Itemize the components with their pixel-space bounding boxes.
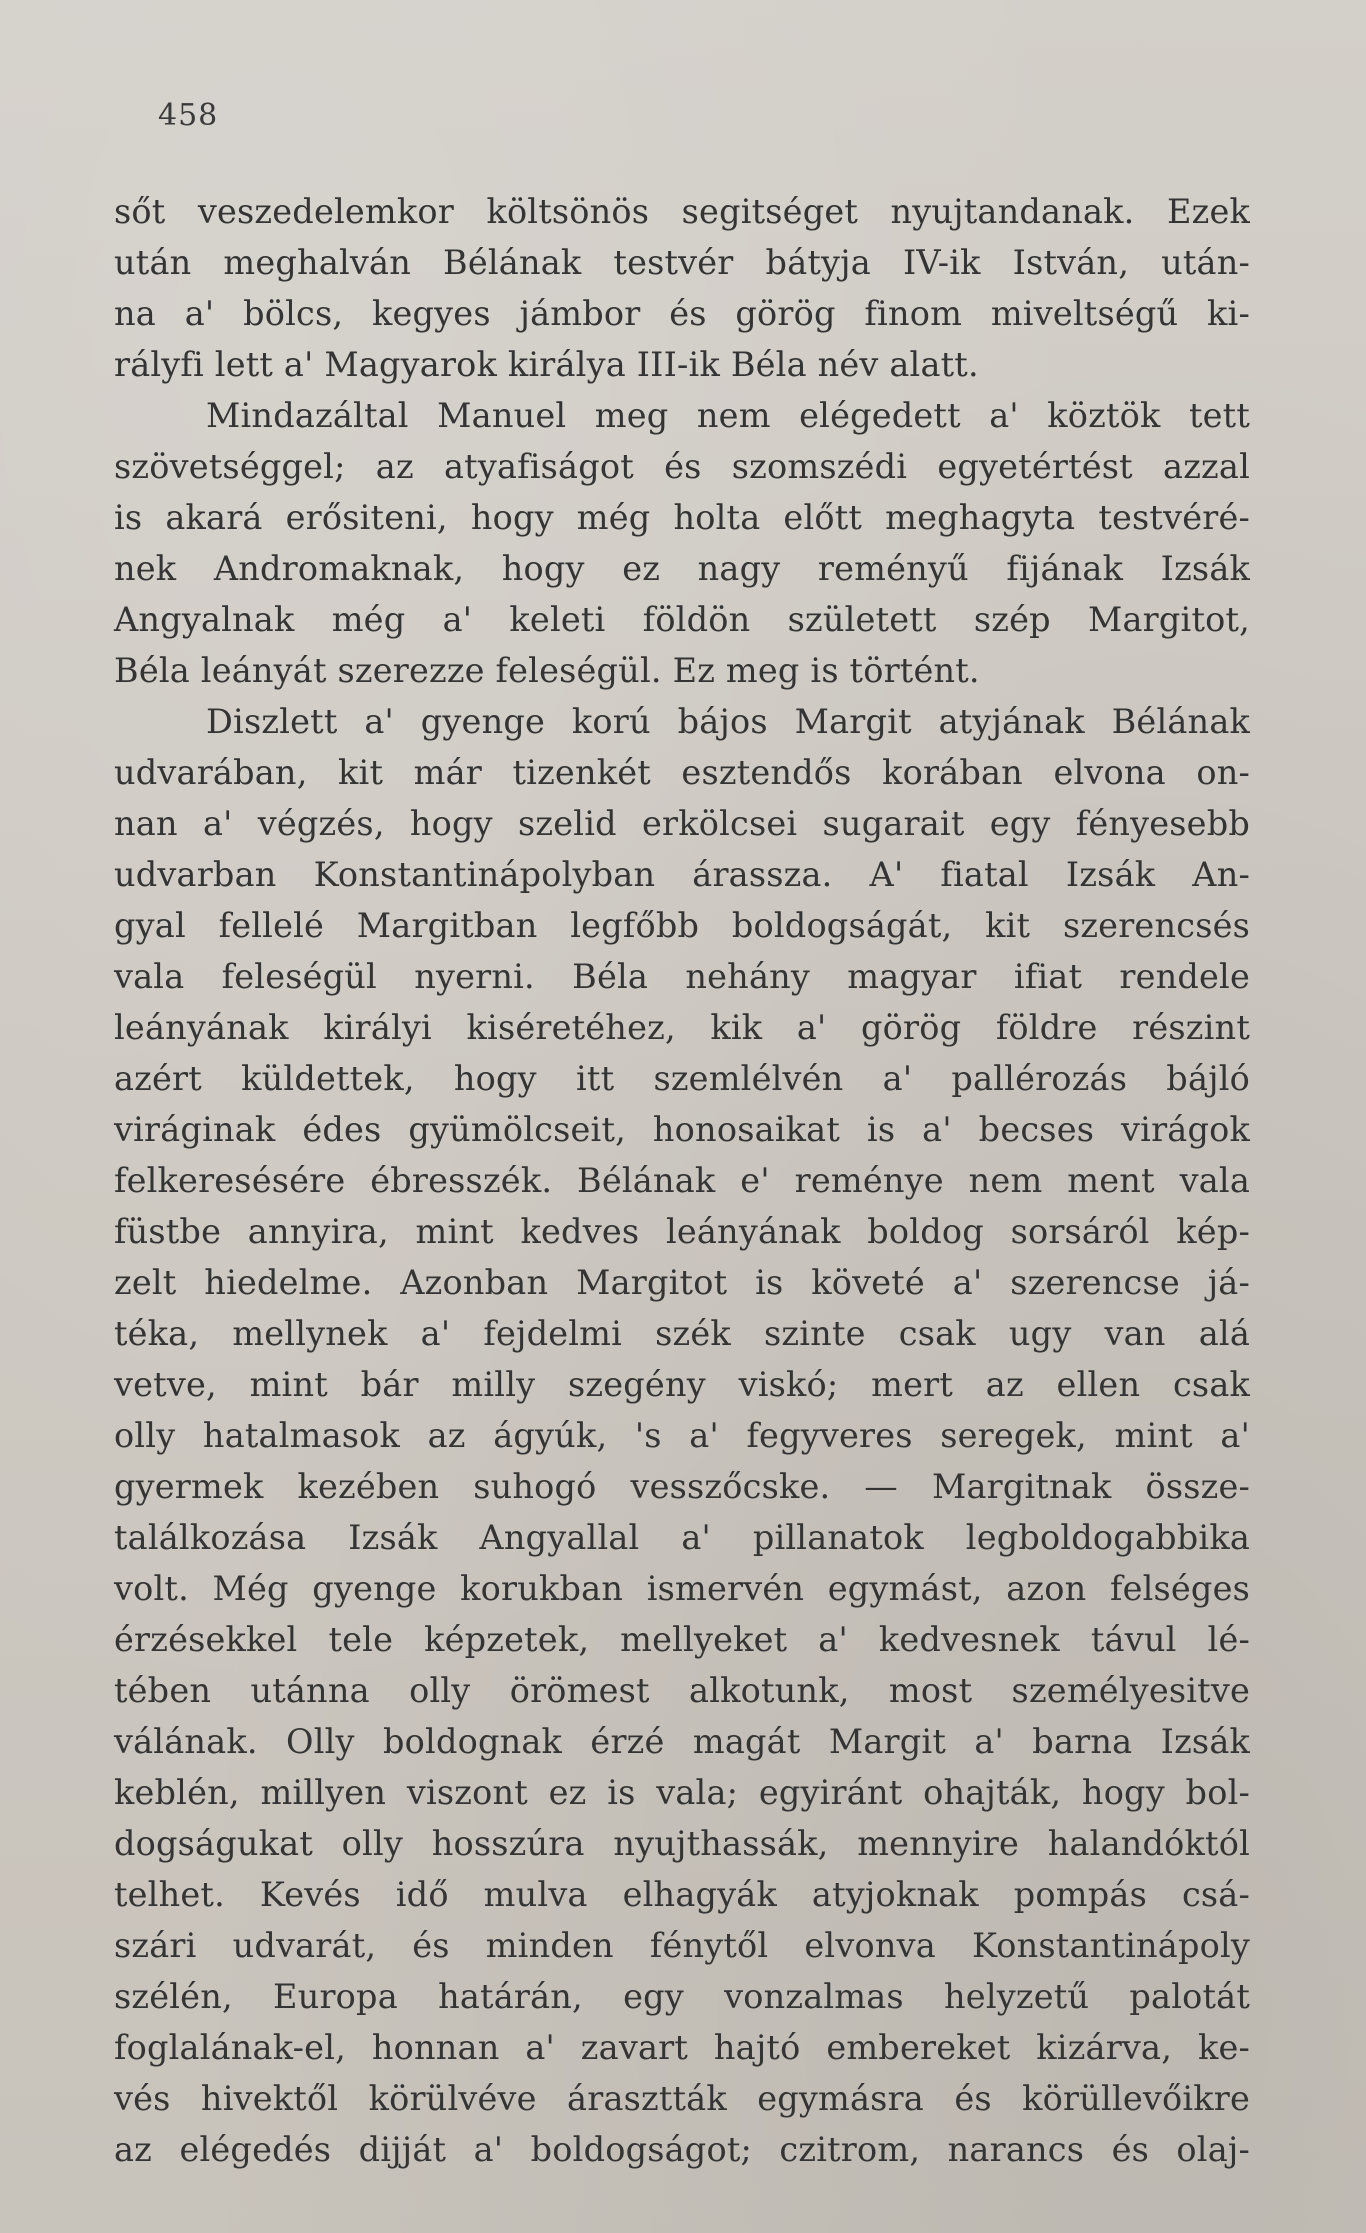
text-line: volt. Még gyenge korukban ismervén egymást, azon felséges: [114, 1569, 1250, 1608]
text-line: Béla leányát szerezze feleségül. Ez meg is történt.: [114, 651, 980, 690]
text-line: rályfi lett a' Magyarok királya III-ik Béla név alatt.: [114, 345, 979, 384]
text-line: gyal fellelé Margitban legfőbb boldogságát, kit szerencsés: [114, 906, 1250, 945]
text-line: szélén, Europa határán, egy vonzalmas helyzetű palotát: [114, 1977, 1250, 2016]
text-line: vés hivektől körülvéve árasztták egymásra és körüllevőikre: [114, 2079, 1250, 2118]
text-line: na a' bölcs, kegyes jámbor és görög finom miveltségű ki-: [114, 294, 1250, 333]
text-line: is akará erősiteni, hogy még holta előtt meghagyta testvéré-: [114, 498, 1250, 537]
text-line: azért küldettek, hogy itt szemlélvén a' pallérozás bájló: [114, 1059, 1250, 1098]
text-line: foglalának-el, honnan a' zavart hajtó embereket kizárva, ke-: [114, 2028, 1250, 2067]
text-line: keblén, millyen viszont ez is vala; egyiránt ohajták, hogy bol-: [114, 1773, 1250, 1812]
text-line: találkozása Izsák Angyallal a' pillanatok legboldogabbika: [114, 1518, 1250, 1557]
body-text: [114, 186, 1250, 2175]
text-line: viráginak édes gyümölcseit, honosaikat is a' becses virágok: [114, 1110, 1250, 1149]
page-number: 458: [158, 98, 219, 133]
text-line: vala feleségül nyerni. Béla nehány magyar ifiat rendele: [114, 957, 1250, 996]
text-line: szári udvarát, és minden fénytől elvonva Konstantinápoly: [114, 1926, 1250, 1965]
text-line: gyermek kezében suhogó vesszőcske. — Margitnak össze-: [114, 1467, 1250, 1506]
text-line: érzésekkel tele képzetek, mellyeket a' kedvesnek távul lé-: [114, 1620, 1250, 1659]
text-line: sőt veszedelemkor költsönös segitséget nyujtandanak. Ezek: [114, 192, 1250, 231]
text-line: után meghalván Bélának testvér bátyja IV-ik István, után-: [114, 243, 1250, 282]
text-line: udvarban Konstantinápolyban árassza. A' fiatal Izsák An-: [114, 855, 1250, 894]
text-line: az elégedés dijját a' boldogságot; czitrom, narancs és olaj-: [114, 2130, 1250, 2169]
text-line: nan a' végzés, hogy szelid erkölcsei sugarait egy fényesebb: [114, 804, 1250, 843]
text-line: Mindazáltal Manuel meg nem elégedett a' köztök tett: [206, 396, 1250, 435]
text-line: dogságukat olly hosszúra nyujthassák, mennyire halandóktól: [114, 1824, 1250, 1863]
text-line: Diszlett a' gyenge korú bájos Margit atyjának Bélának: [206, 702, 1250, 741]
text-line: téka, mellynek a' fejdelmi szék szinte csak ugy van alá: [114, 1314, 1250, 1353]
text-line: leányának királyi kiséretéhez, kik a' görög földre részint: [114, 1008, 1250, 1047]
text-line: Angyalnak még a' keleti földön született szép Margitot,: [114, 600, 1250, 639]
text-line: felkeresésére ébresszék. Bélának e' reménye nem ment vala: [114, 1161, 1250, 1200]
text-line: olly hatalmasok az ágyúk, 's a' fegyveres seregek, mint a': [114, 1416, 1250, 1455]
text-line: válának. Olly boldognak érzé magát Margit a' barna Izsák: [114, 1722, 1250, 1761]
text-line: zelt hiedelme. Azonban Margitot is követé a' szerencse já-: [114, 1263, 1250, 1302]
text-line: füstbe annyira, mint kedves leányának boldog sorsáról kép-: [114, 1212, 1250, 1251]
text-line: szövetséggel; az atyafiságot és szomszédi egyetértést azzal: [114, 447, 1250, 486]
text-line: tében utánna olly örömest alkotunk, most személyesitve: [114, 1671, 1250, 1710]
text-line: telhet. Kevés idő mulva elhagyák atyjoknak pompás csá-: [114, 1875, 1250, 1914]
text-line: nek Andromaknak, hogy ez nagy reményű fijának Izsák: [114, 549, 1250, 588]
text-line: vetve, mint bár milly szegény viskó; mert az ellen csak: [114, 1365, 1250, 1404]
text-line: udvarában, kit már tizenkét esztendős korában elvona on-: [114, 753, 1250, 792]
